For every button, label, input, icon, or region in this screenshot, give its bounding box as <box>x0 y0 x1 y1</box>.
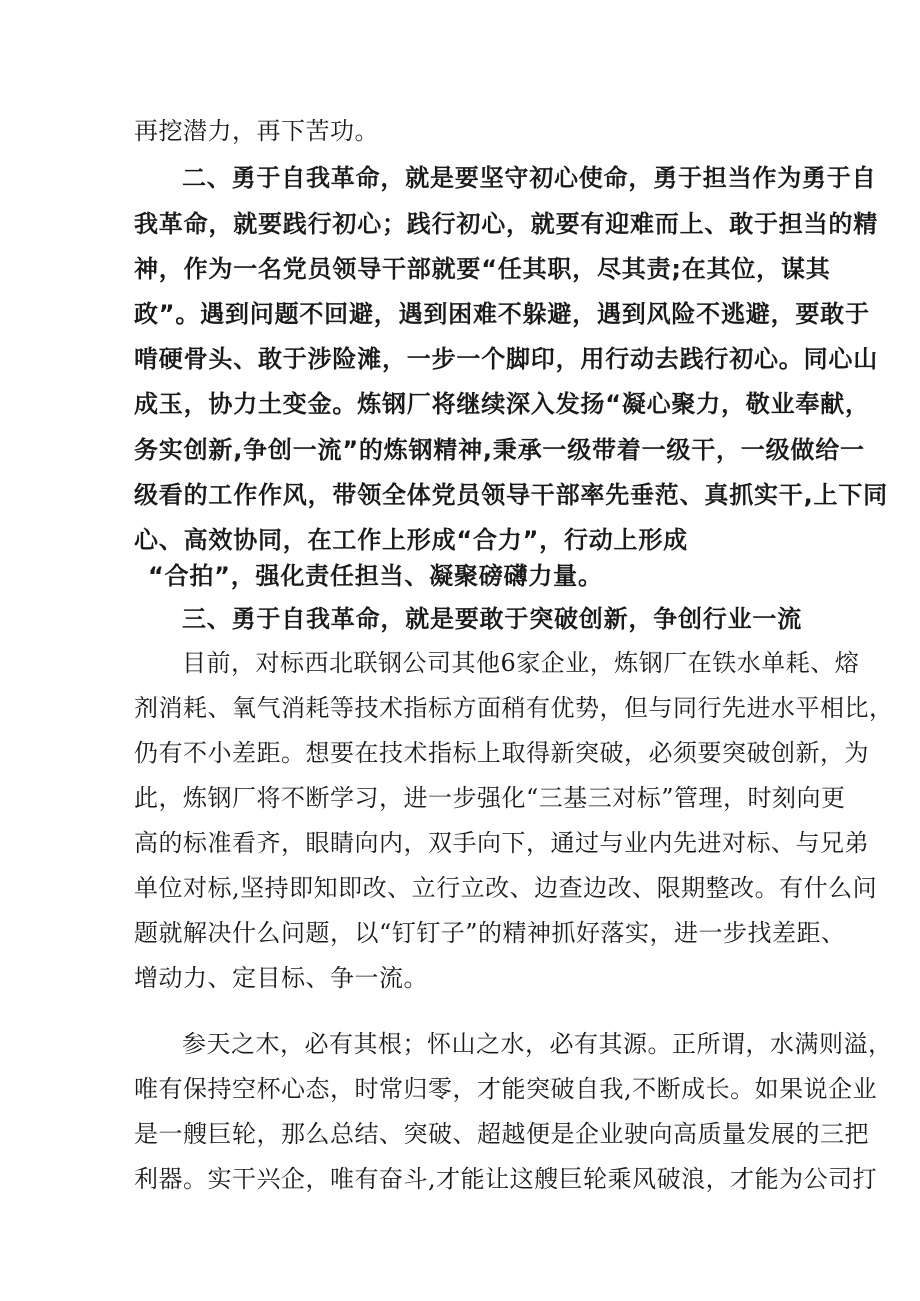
section-three-p1-line-6: 单位对标,坚持即知即改、立行立改、边查边改、限期整改。有什么问 <box>134 874 878 902</box>
section-three-p1-line-5: 高的标准看齐，眼睛向内，双手向下，通过与业内先进对标、与兄弟 <box>134 829 869 857</box>
section-two-line-8: 级看的工作作风，带领全体党员领导干部率先垂范、真抓实干,上下同 <box>134 481 888 509</box>
section-two-line-5: 啃硬骨头、敢于涉险滩，一步一个脚印，用行动去践行初心。同心山 <box>134 345 878 373</box>
section-two-line-4: 政”。遇到问题不回避，遇到困难不躲避，遇到风险不逃避，要敢于 <box>134 300 870 328</box>
section-two-line-6: 成玉，协力土变金。炼钢厂将继续深入发扬“凝心聚力，敬业奉献， <box>134 390 870 418</box>
section-two-line-9: 心、高效协同，在工作上形成“合力”，行动上形成 <box>134 526 688 554</box>
section-three-p2-line-1: 参天之木，必有其根；怀山之水，必有其源。正所谓，水满则溢， <box>182 1030 893 1058</box>
section-two-line-10: “合拍”，强化责任担当、凝聚磅礴力量。 <box>148 562 603 590</box>
section-three-p1-line-2: 剂消耗、氧气消耗等技术指标方面稍有优势，但与同行先进水平相比， <box>134 694 894 722</box>
section-three-p1-line-8: 增动力、定目标、争一流。 <box>134 964 428 992</box>
section-two-line-7: 务实创新,争创一流”的炼钢精神,秉承一级带着一级干，一级做给一 <box>134 436 865 464</box>
section-two-line-1: 二、勇于自我革命，就是要坚守初心使命，勇于担当作为勇于自 <box>182 164 877 192</box>
intro-tail-line: 再挖潜力，再下苦功。 <box>134 117 379 145</box>
section-three-p2-line-3: 是一艘巨轮，那么总结、突破、超越便是企业驶向高质量发展的三把 <box>134 1120 869 1148</box>
section-three-p1-line-1: 目前，对标西北联钢公司其他6家企业，炼钢厂在铁水单耗、熔 <box>182 649 860 677</box>
section-three-p2-line-4: 利器。实干兴企，唯有奋斗,才能让这艘巨轮乘风破浪，才能为公司打 <box>134 1165 878 1193</box>
section-three-p1-line-3: 仍有不小差距。想要在技术指标上取得新突破，必须要突破创新，为 <box>134 739 869 767</box>
section-two-line-2: 我革命，就要践行初心；践行初心，就要有迎难而上、敢于担当的精 <box>134 210 878 238</box>
section-two-line-3: 神，作为一名党员领导干部就要“任其职，尽其责;在其位，谋其 <box>134 255 831 283</box>
section-three-heading: 三、勇于自我革命，就是要敢于突破创新，争创行业一流 <box>182 605 802 633</box>
section-three-p1-line-7: 题就解决什么问题，以“钉钉子”的精神抓好落实，进一步找差距、 <box>134 919 846 947</box>
section-three-p1-line-4: 此，炼钢厂将不断学习，进一步强化“三基三对标”管理，时刻向更 <box>134 784 846 812</box>
section-three-p2-line-2: 唯有保持空杯心态，时常归零，才能突破自我,不断成长。如果说企业 <box>134 1075 878 1103</box>
